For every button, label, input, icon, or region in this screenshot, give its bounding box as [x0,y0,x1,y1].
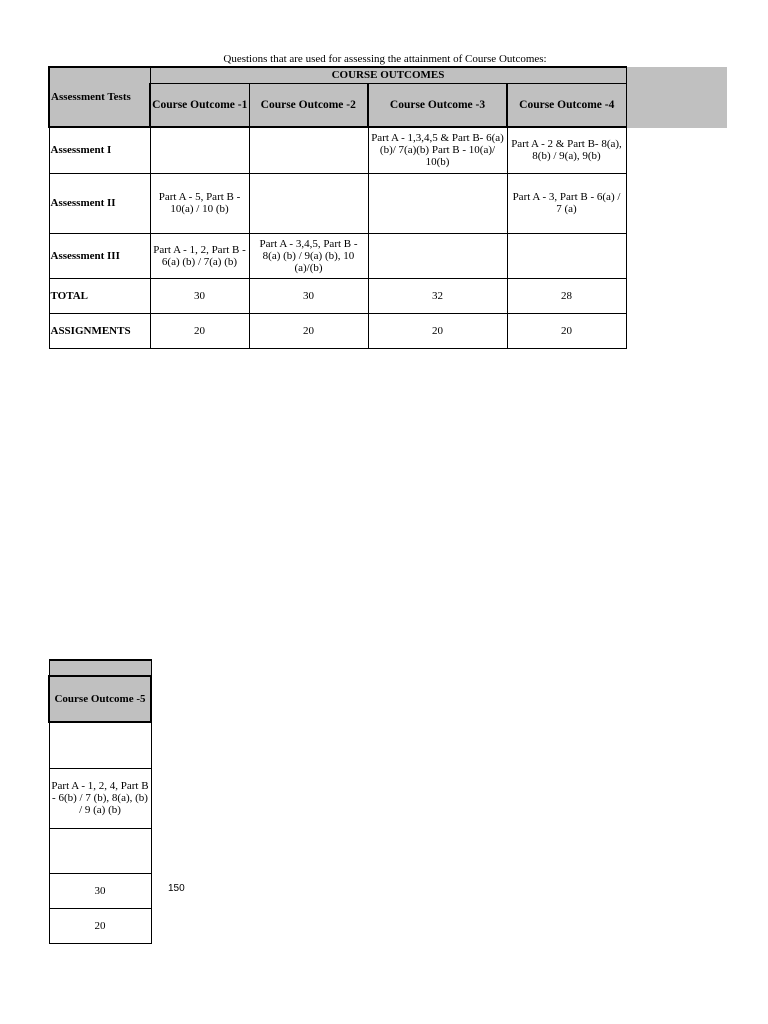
row-label: Assessment II [49,173,150,233]
table-cell: Part A - 5, Part B - 10(a) / 10 (b) [150,173,249,233]
row-label: ASSIGNMENTS [49,313,150,348]
table-row [49,127,626,173]
table-row [49,233,626,278]
header-fill-cell [49,660,151,676]
column-header-co5: Course Outcome -5 [49,676,151,722]
column-header-co3: Course Outcome -3 [368,83,507,127]
table-row [49,908,151,943]
table-cell: 30 [249,278,368,313]
table-row [49,722,151,768]
assessment-tests-header: Assessment Tests [49,67,150,127]
table-cell: 20 [368,313,507,348]
table-row [49,768,151,828]
row-label: Assessment I [49,127,150,173]
course-outcome-5-table [48,659,152,944]
column-header-co1: Course Outcome -1 [150,83,249,127]
table-cell [249,127,368,173]
table-cell [368,173,507,233]
table-cell: 32 [368,278,507,313]
group-header-row [49,67,626,83]
table-caption: Questions that are used for assessing the attainment of Course Outcomes: [223,53,547,65]
column-header-co4: Course Outcome -4 [507,83,626,127]
table-cell [49,828,151,873]
table-cell: Part A - 1, 2, 4, Part B - 6(b) / 7 (b), 8(a), (b) / 9 (a) (b) [49,768,151,828]
table-cell [249,173,368,233]
course-outcomes-table [48,66,627,349]
table-row [49,873,151,908]
table-cell: 20 [507,313,626,348]
table-cell: 30 [150,278,249,313]
table-row [49,313,626,348]
header-fill-band [626,67,727,128]
table-row [49,660,151,676]
course-outcomes-group-header: COURSE OUTCOMES [150,67,626,83]
column-header-co2: Course Outcome -2 [249,83,368,127]
row-label: TOTAL [49,278,150,313]
table-cell [49,722,151,768]
table-cell: Part A - 2 & Part B- 8(a), 8(b) / 9(a), 9(b) [507,127,626,173]
table-cell [368,233,507,278]
table-cell: Part A - 1, 2, Part B - 6(a) (b) / 7(a) (b) [150,233,249,278]
table-cell: 20 [49,908,151,943]
table-cell: 30 [49,873,151,908]
table-cell: 28 [507,278,626,313]
table-cell: 20 [249,313,368,348]
table-cell: Part A - 3, Part B - 6(a) / 7 (a) [507,173,626,233]
table-cell: Part A - 3,4,5, Part B - 8(a) (b) / 9(a) (b), 10 (a)/(b) [249,233,368,278]
table-cell [150,127,249,173]
table-row [49,278,626,313]
side-total-note: 150 [168,883,185,894]
table-cell: 20 [150,313,249,348]
table-row [49,828,151,873]
table-row [49,173,626,233]
table-cell: Part A - 1,3,4,5 & Part B- 6(a)(b)/ 7(a)(b) Part B - 10(a)/ 10(b) [368,127,507,173]
table-cell [507,233,626,278]
row-label: Assessment III [49,233,150,278]
table-row [49,676,151,722]
